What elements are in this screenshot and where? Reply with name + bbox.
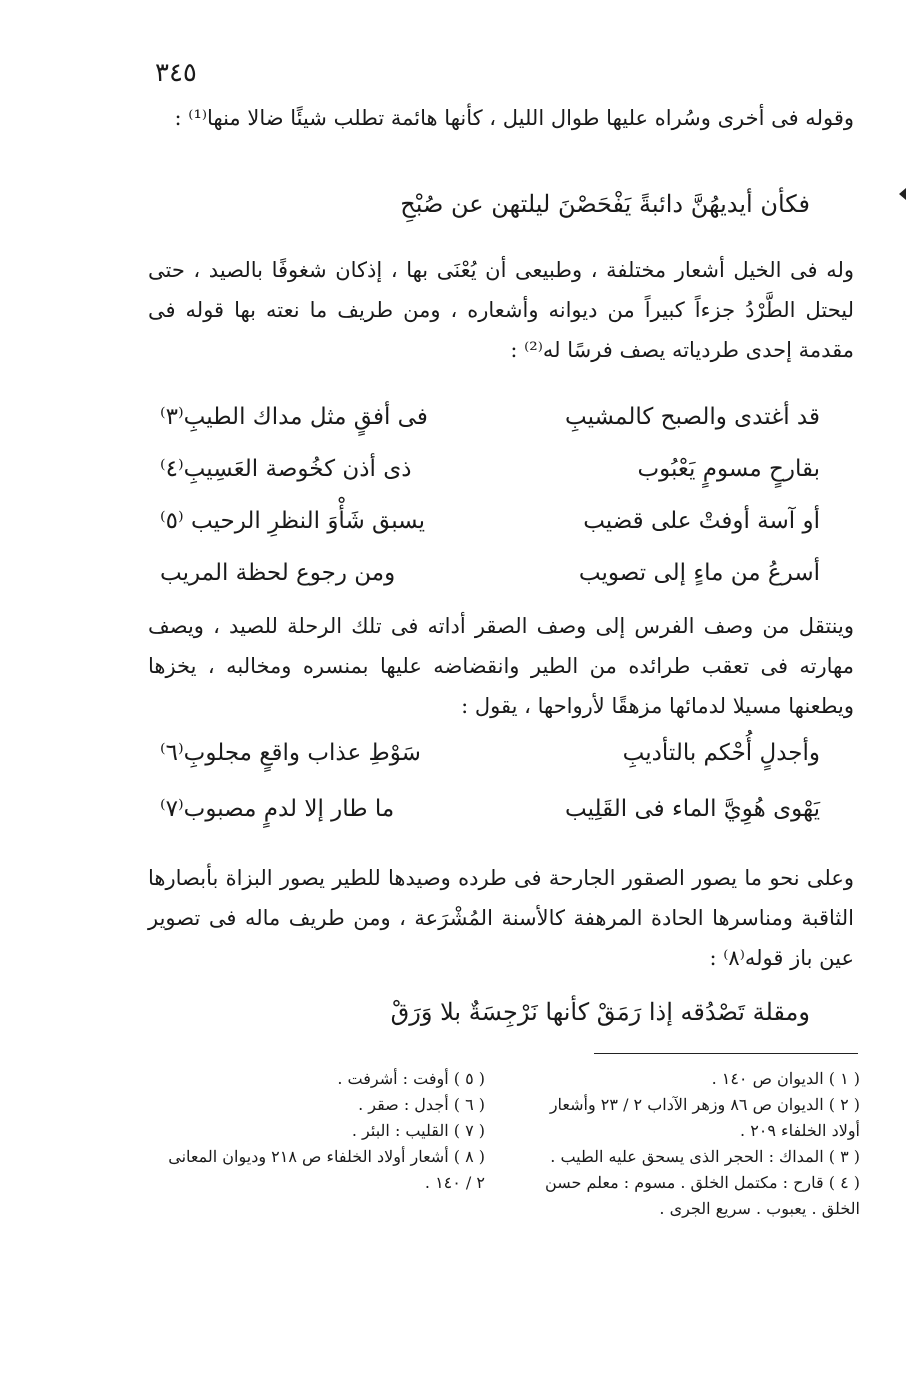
hemistich-second: فى أفقٍ مثل مداك الطيبِ⁽٣⁾	[160, 404, 428, 430]
poem1-line-2	[160, 456, 820, 500]
footnote-7: ( ٧ ) القليب : البئر .	[351, 1121, 485, 1140]
poem1-line-4	[160, 560, 820, 604]
hemistich-first: أسرعُ من ماءٍ إلى تصويب	[578, 560, 820, 586]
hemistich-first: بقارحٍ مسومٍ يَعْبُوب	[637, 456, 820, 482]
paragraph-1: وقوله فى أخرى وسُراه عليها طوال الليل ، كأنها هائمة تطلب شيئًا ضالا منها⁽¹⁾ :	[174, 106, 854, 130]
hemistich-second: ما طار إلا لدمٍ مصبوب⁽٧⁾	[160, 796, 395, 822]
footnotes-right-column	[520, 1066, 860, 1222]
verse-single-2: ومقلة تَصْدُقه إذا رَمَقْ كأنها نَرْجِسَةٌ بلا وَرَقْ	[390, 998, 810, 1026]
hemistich-first: قد أغتدى والصبح كالمشيبِ	[565, 404, 820, 430]
hemistich-first: وأجدلٍ أُحْكم بالتأديبِ	[622, 740, 820, 766]
footnotes-left-column	[165, 1066, 485, 1196]
margin-mark	[899, 188, 906, 200]
poem1-line-3	[160, 508, 820, 552]
hemistich-second: ذى أذن كخُوصة العَسِيبِ⁽٤⁾	[160, 456, 412, 482]
footnote-5: ( ٥ ) أوفت : أشرفت .	[337, 1069, 485, 1088]
footnote-4: ( ٤ ) قارح : مكتمل الخلق . مسوم : معلم حسن الخلق . يعبوب . سريع الجرى .	[545, 1173, 860, 1218]
poem1-line-1	[160, 404, 820, 448]
footnote-3: ( ٣ ) المداك : الحجر الذى يسحق عليه الطيب .	[550, 1147, 860, 1166]
footnote-separator	[594, 1053, 858, 1054]
footnote-1: ( ١ ) الديوان ص ١٤٠ .	[711, 1069, 860, 1088]
verse-single-1: فكأن أيديهُنَّ دائبةً يَفْحَصْنَ ليلتهن عن صُبْحِ	[400, 190, 810, 218]
footnote-8: ( ٨ ) أشعار أولاد الخلفاء ص ٢١٨ وديوان المعانى ٢ / ١٤٠ .	[168, 1147, 485, 1192]
paragraph-2: وله فى الخيل أشعار مختلفة ، وطبيعى أن يُعْنَى بها ، إذكان شغوفًا بالصيد ، حتى ليحتل الطَّرْدُ جزءاً كبيراً من ديوانه وأشعاره ، ومن طريف ما نعته بها قوله فى مقدمة إحدى طردياته يصف فرسًا له⁽²⁾ :	[148, 258, 854, 362]
poem2-line-2	[160, 796, 820, 840]
footnote-2: ( ٢ ) الديوان ص ٨٦ وزهر الآداب ٢ / ٢٣ وأشعار أولاد الخلفاء ٢٠٩ .	[549, 1095, 860, 1140]
hemistich-second: سَوْطِ عذاب واقعٍ مجلوبِ⁽٦⁾	[160, 740, 421, 766]
footnote-6: ( ٦ ) أجدل : صقر .	[358, 1095, 485, 1114]
hemistich-first: أو آسة أوفتْ على قضيب	[583, 508, 820, 534]
hemistich-second: يسبق شَأْوَ النظرِ الرحيب ⁽٥⁾	[160, 508, 426, 534]
hemistich-first: يَهْوى هُوِيَّ الماء فى القَلِيب	[565, 796, 820, 822]
paragraph-3: وينتقل من وصف الفرس إلى وصف الصقر أداته فى تلك الرحلة للصيد ، ويصف مهارته فى تعقب طرائده من الطير وانقضاضه عليها بمنسره ومخالبه ، يخزها ويطعنها مسيلا لدمائها مزهقًا لأرواحها ، يقول :	[148, 614, 854, 718]
hemistich-second: ومن رجوع لحظة المريب	[160, 560, 396, 586]
paragraph-4: وعلى نحو ما يصور الصقور الجارحة فى طرده وصيدها للطير يصور البزاة بأبصارها الثاقبة ومناسرها الحادة المرهفة كالأسنة المُشْرَعة ، ومن طريف ماله فى تصوير عين باز قوله⁽٨⁾ :	[148, 866, 854, 970]
poem2-line-1	[160, 740, 820, 784]
page-number: ٣٤٥	[155, 58, 197, 88]
